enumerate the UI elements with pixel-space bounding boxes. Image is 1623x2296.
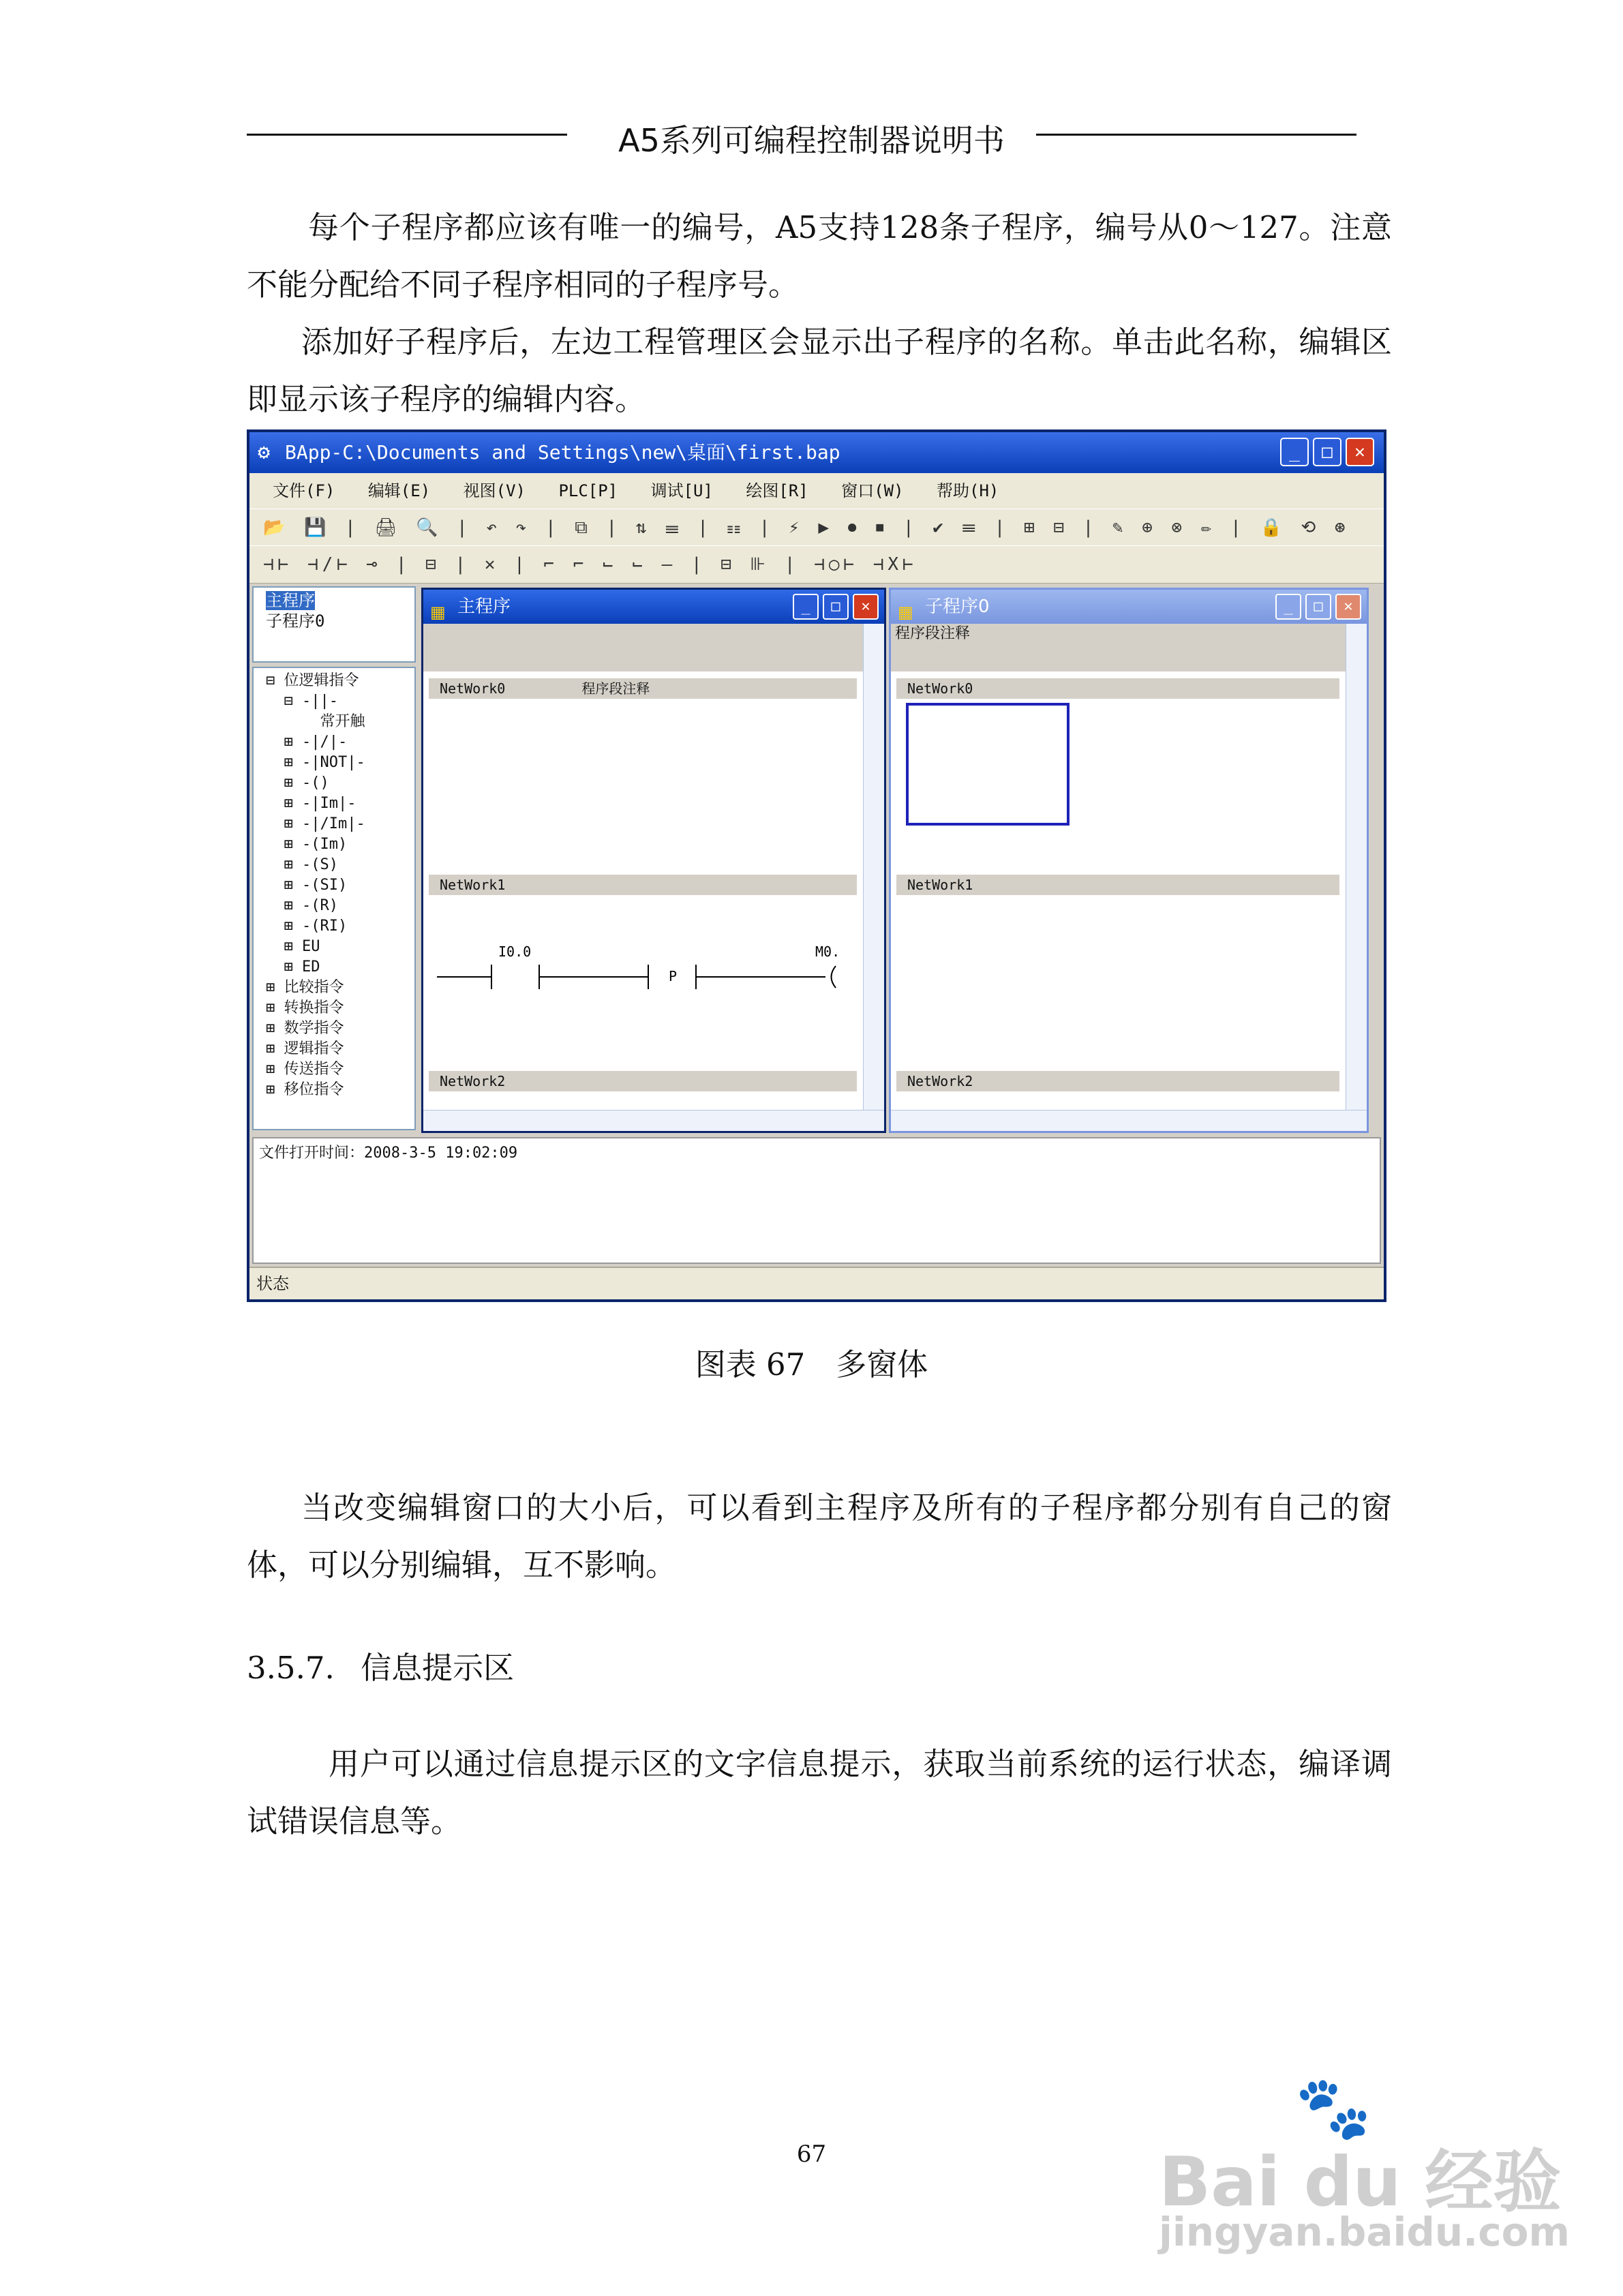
- sub-window-icon: ▦: [898, 603, 913, 622]
- sub-close-button[interactable]: ✕: [1335, 594, 1361, 620]
- maximize-button[interactable]: □: [1313, 438, 1341, 466]
- instruction-tree-item[interactable]: ⊟ 位逻辑指令: [266, 672, 359, 689]
- app-screenshot: [247, 429, 1386, 1302]
- p-label: P: [669, 968, 678, 984]
- contact-label: I0.0: [498, 944, 532, 960]
- app-titlebar: [249, 432, 1384, 473]
- sub-program-window: [889, 588, 1369, 1133]
- sub-net2-label: NetWork2: [896, 1071, 1339, 1091]
- instruction-tree-item[interactable]: ⊞ 数学指令: [266, 1020, 344, 1037]
- toolbar-main[interactable]: 📂 💾 | 🖨 🔍 | ↶ ↷ | ⧉ | ⇅ ☰ | ☷ | ⚡ ▶ ⏺ ⏹ | ✔ ☰ | ⊞ ⊟ | ✎ ⊕ ⊗ ✏ | 🔒 ⟲ ⊛: [249, 509, 1384, 547]
- sub-editor[interactable]: [891, 624, 1367, 1131]
- baidu-paw-icon: 🐾: [1295, 2072, 1372, 2144]
- instruction-tree-item[interactable]: ⊞ -(): [266, 774, 329, 791]
- main-window-icon: ▦: [430, 603, 446, 622]
- instruction-tree-item[interactable]: ⊞ 转换指令: [266, 999, 344, 1016]
- instruction-tree-item[interactable]: ⊞ -|Im|-: [266, 795, 357, 812]
- instruction-tree-item[interactable]: ⊞ -|/Im|-: [266, 815, 365, 832]
- close-button[interactable]: ✕: [1346, 438, 1374, 466]
- project-tree: [252, 586, 416, 663]
- coil-symbol: [832, 966, 836, 988]
- sub-net0-label: NetWork0: [896, 678, 1339, 699]
- app-title: BApp-C:\Documents and Settings\new\桌面\first.bap: [285, 441, 840, 464]
- instruction-tree-item[interactable]: ⊞ 比较指令: [266, 979, 344, 996]
- instruction-tree-item[interactable]: ⊞ 移位指令: [266, 1081, 344, 1098]
- sub-maximize-button[interactable]: □: [1305, 594, 1331, 620]
- menu-view[interactable]: 视图(V): [463, 481, 526, 500]
- menu-help[interactable]: 帮助(H): [937, 481, 999, 500]
- sub-comment-area: 程序段注释: [891, 624, 1346, 671]
- main-maximize-button[interactable]: □: [823, 594, 849, 620]
- selection-box[interactable]: [906, 703, 1070, 826]
- menu-draw[interactable]: 绘图[R]: [746, 481, 808, 500]
- section-title: 信息提示区: [361, 1650, 515, 1686]
- paragraph-1: 每个子程序都应该有唯一的编号，A5支持128条子程序，编号从0～127。注意不能分配给不同子程序相同的子程序号。: [247, 209, 1392, 303]
- menu-edit[interactable]: 编辑(E): [367, 481, 431, 500]
- main-vscroll[interactable]: [863, 624, 884, 1111]
- menu-plc[interactable]: PLC[P]: [558, 481, 618, 500]
- ladder-rung[interactable]: [437, 944, 846, 999]
- sub-window-title: ▦ 子程序0: [891, 590, 1367, 624]
- watermark-brand: Bai du 经验: [1159, 2142, 1562, 2222]
- instruction-tree-item[interactable]: ⊟ -||-: [266, 693, 338, 710]
- sub-hscroll[interactable]: [891, 1110, 1367, 1131]
- sub-vscroll[interactable]: [1346, 624, 1367, 1111]
- coil-label: M0.: [815, 944, 840, 960]
- main-editor[interactable]: [423, 624, 884, 1131]
- paragraph-3: 当改变编辑窗口的大小后，可以看到主程序及所有的子程序都分别有自己的窗体，可以分别编辑，互不影响。: [247, 1490, 1392, 1583]
- menu-window[interactable]: 窗口(W): [841, 481, 904, 500]
- main-program-window: [421, 588, 886, 1133]
- tree-item-sub0[interactable]: 子程序0: [266, 611, 325, 631]
- toolbar-ladder[interactable]: ⊣⊢ ⊣/⊢ ⊸ | ⊟ | ✕ | ⌐ ⌐ ⌙ ⌙ — | ⊟ ⊪ | ⊣○⊢ ⊣X⊢: [249, 545, 1384, 584]
- main-net0-label: NetWork0: [440, 680, 506, 697]
- main-net0-comment: 程序段注释: [581, 680, 650, 697]
- app-gear-icon: ⚙: [258, 440, 271, 464]
- main-net2-label: NetWork2: [429, 1071, 857, 1091]
- header-title: A5系列可编程控制器说明书: [618, 122, 1005, 159]
- instruction-tree-item[interactable]: ⊞ ED: [266, 958, 320, 976]
- minimize-button[interactable]: _: [1280, 438, 1309, 466]
- menubar: [249, 473, 1384, 509]
- main-minimize-button[interactable]: _: [793, 594, 819, 620]
- instruction-tree: [252, 667, 416, 1130]
- instruction-tree-item[interactable]: ⊞ 传送指令: [266, 1061, 344, 1078]
- main-hscroll[interactable]: [423, 1110, 884, 1131]
- instruction-tree-item[interactable]: ⊞ -|/|-: [266, 734, 348, 751]
- header-rule-right: [1036, 134, 1356, 136]
- page-number: 67: [796, 2141, 827, 2168]
- figure-caption: 图表 67 多窗体: [695, 1346, 928, 1383]
- section-number: 3.5.7.: [247, 1650, 335, 1686]
- sub-net1-label: NetWork1: [896, 875, 1339, 895]
- instruction-tree-item[interactable]: ⊞ EU: [266, 938, 320, 955]
- instruction-tree-item[interactable]: 常开触: [266, 713, 365, 730]
- info-area: [252, 1137, 1381, 1264]
- menu-file[interactable]: 文件(F): [273, 481, 335, 500]
- instruction-tree-item[interactable]: ⊞ -|NOT|-: [266, 754, 365, 771]
- main-close-button[interactable]: ✕: [853, 594, 879, 620]
- instruction-tree-item[interactable]: ⊞ -(S): [266, 856, 338, 873]
- tree-item-main[interactable]: 主程序: [266, 591, 315, 610]
- watermark-url: jingyan.baidu.com: [1159, 2209, 1570, 2255]
- menu-debug[interactable]: 调试[U]: [650, 481, 713, 500]
- status-bar: 状态: [249, 1267, 1384, 1299]
- instruction-tree-item[interactable]: ⊞ -(RI): [266, 918, 348, 935]
- sub-minimize-button[interactable]: _: [1275, 594, 1301, 620]
- section-heading: [247, 1643, 514, 1687]
- instruction-tree-item[interactable]: ⊞ -(R): [266, 897, 338, 914]
- info-text: 文件打开时间：2008-3-5 19:02:09: [259, 1145, 518, 1162]
- main-net1-label: NetWork1: [429, 875, 857, 895]
- instruction-tree-item[interactable]: ⊞ 逻辑指令: [266, 1040, 344, 1057]
- instruction-tree-item[interactable]: ⊞ -(SI): [266, 877, 348, 894]
- paragraph-2: 添加好子程序后，左边工程管理区会显示出子程序的名称。单击此名称，编辑区即显示该子程序的编辑内容。: [247, 324, 1392, 417]
- paragraph-4: 用户可以通过信息提示区的文字信息提示，获取当前系统的运行状态，编译调试错误信息等。: [247, 1746, 1392, 1839]
- instruction-tree-item[interactable]: ⊞ -(Im): [266, 836, 348, 853]
- main-window-title: ▦ 主程序: [423, 590, 884, 624]
